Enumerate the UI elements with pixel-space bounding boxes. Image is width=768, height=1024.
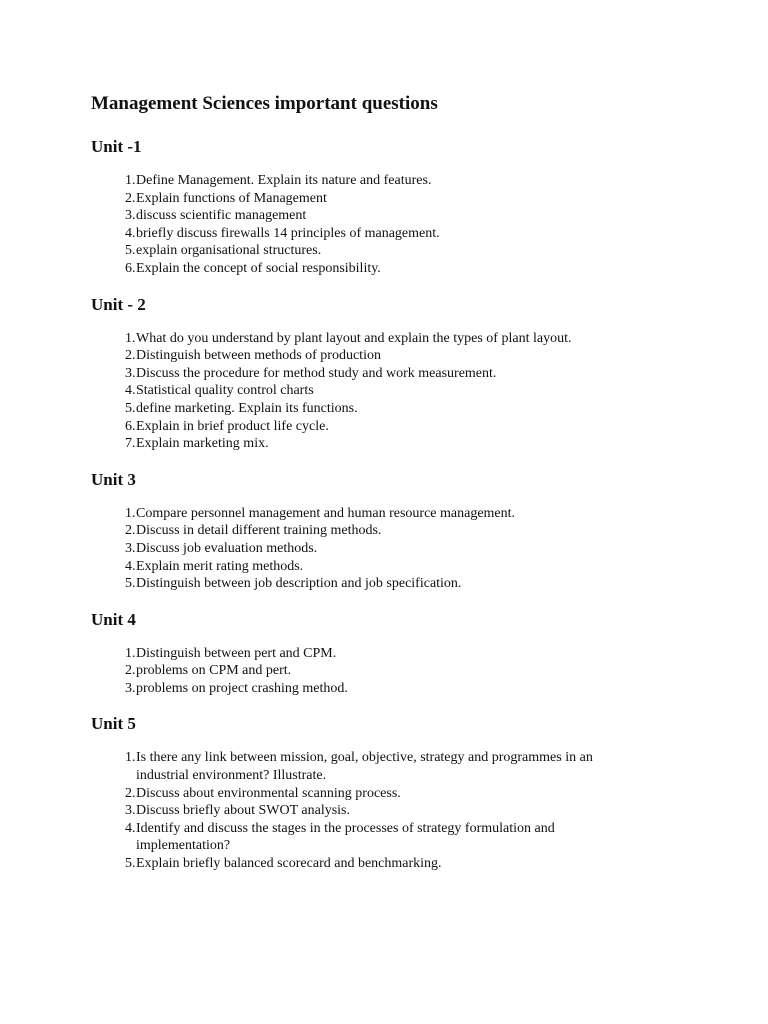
question-number-text: 5. <box>125 243 136 259</box>
question-text: Discuss about environmental scanning process. <box>136 785 401 801</box>
question-item <box>91 382 631 400</box>
question-number-text: 5. <box>125 856 136 872</box>
question-item <box>91 242 631 260</box>
question-number <box>91 662 136 680</box>
question-text: explain organisational structures. <box>136 243 322 259</box>
question-number <box>91 820 136 855</box>
question-item <box>91 260 631 278</box>
question-item <box>91 855 631 873</box>
question-number-text: 4. <box>125 558 136 574</box>
question-number <box>91 330 136 348</box>
question-item <box>91 820 631 855</box>
question-text: Distinguish between methods of production <box>136 348 381 364</box>
question-item <box>91 522 631 540</box>
question-number-text: 2. <box>125 523 136 539</box>
question-number <box>91 575 136 593</box>
question-item <box>91 172 631 190</box>
question-number <box>91 645 136 663</box>
question-list <box>91 749 768 872</box>
question-number <box>91 207 136 225</box>
question-number <box>91 382 136 400</box>
unit-title: Unit 5 <box>91 714 136 734</box>
question-text: Define Management. Explain its nature and features. <box>136 173 432 188</box>
question-list <box>91 645 768 698</box>
question-text: Explain merit rating methods. <box>136 558 304 574</box>
question-text: Explain in brief product life cycle. <box>136 418 329 434</box>
question-number-text: 3. <box>125 365 136 381</box>
document-title: Management Sciences important questions <box>91 93 438 114</box>
question-number <box>91 242 136 260</box>
question-item <box>91 749 631 784</box>
question-item <box>91 365 631 383</box>
question-text: Discuss job evaluation methods. <box>136 540 318 556</box>
question-text: problems on project crashing method. <box>136 680 348 696</box>
question-item <box>91 785 631 803</box>
question-number-text: 3. <box>125 540 136 556</box>
question-item <box>91 435 631 453</box>
question-text: Explain the concept of social responsibility. <box>136 260 381 276</box>
question-number-text: 1. <box>125 330 136 346</box>
unit-title: Unit - 2 <box>91 294 146 314</box>
unit-section <box>91 136 768 278</box>
question-number-text: 6. <box>125 418 136 434</box>
question-text: Identify and discuss the stages in the processes of strategy formulation and implementation? <box>136 820 555 854</box>
question-number-text: 3. <box>125 208 136 224</box>
question-item <box>91 575 631 593</box>
question-number <box>91 365 136 383</box>
question-number <box>91 190 136 208</box>
unit-section <box>91 469 768 593</box>
question-number-text: 4. <box>125 820 136 836</box>
question-text: Compare personnel management and human resource management. <box>136 505 516 521</box>
question-number <box>91 400 136 418</box>
question-item <box>91 225 631 243</box>
question-item <box>91 505 631 523</box>
question-number-text: 2. <box>125 663 136 679</box>
question-text: Distinguish between job description and job specification. <box>136 576 462 592</box>
question-number <box>91 540 136 558</box>
question-number-text: 1. <box>125 645 136 661</box>
unit-section <box>91 294 768 453</box>
question-number <box>91 802 136 820</box>
question-item <box>91 558 631 576</box>
question-number <box>91 505 136 523</box>
question-number <box>91 172 136 190</box>
question-number <box>91 418 136 436</box>
question-text: Is there any link between mission, goal, objective, strategy and programmes in an industrial environment? Illustrate. <box>136 750 593 784</box>
question-number <box>91 225 136 243</box>
question-number-text: 5. <box>125 576 136 592</box>
question-number <box>91 558 136 576</box>
question-text: Explain functions of Management <box>136 190 327 206</box>
question-list <box>91 172 768 278</box>
question-item <box>91 207 631 225</box>
question-item <box>91 802 631 820</box>
question-number <box>91 680 136 698</box>
question-number-text: 4. <box>125 225 136 241</box>
unit-title: Unit 3 <box>91 469 136 489</box>
question-number <box>91 260 136 278</box>
question-item <box>91 190 631 208</box>
question-item <box>91 347 631 365</box>
units-container <box>91 136 768 873</box>
question-text: What do you understand by plant layout and explain the types of plant layout. <box>136 330 572 346</box>
question-text: define marketing. Explain its functions. <box>136 400 358 416</box>
question-number <box>91 435 136 453</box>
question-text: Discuss in detail different training methods. <box>136 523 382 539</box>
unit-section <box>91 713 768 872</box>
question-text: problems on CPM and pert. <box>136 663 292 679</box>
question-item <box>91 680 631 698</box>
question-item <box>91 400 631 418</box>
question-number-text: 6. <box>125 260 136 276</box>
question-text: Explain marketing mix. <box>136 436 269 452</box>
question-list <box>91 505 768 593</box>
question-item <box>91 645 631 663</box>
question-text: Statistical quality control charts <box>136 383 314 399</box>
unit-title: Unit 4 <box>91 609 136 629</box>
question-number <box>91 749 136 784</box>
question-number-text: 4. <box>125 383 136 399</box>
question-text: Discuss briefly about SWOT analysis. <box>136 803 350 819</box>
question-number-text: 1. <box>125 173 136 188</box>
unit-title: Unit -1 <box>91 137 142 156</box>
question-number-text: 1. <box>125 750 136 766</box>
question-number <box>91 522 136 540</box>
question-number-text: 1. <box>125 505 136 521</box>
question-text: discuss scientific management <box>136 208 307 224</box>
question-item <box>91 418 631 436</box>
question-number <box>91 855 136 873</box>
question-number <box>91 347 136 365</box>
question-list <box>91 330 768 453</box>
question-number-text: 3. <box>125 803 136 819</box>
question-number-text: 2. <box>125 785 136 801</box>
question-text: Explain briefly balanced scorecard and benchmarking. <box>136 856 442 872</box>
question-number-text: 2. <box>125 348 136 364</box>
question-text: Distinguish between pert and CPM. <box>136 645 337 661</box>
question-number-text: 5. <box>125 400 136 416</box>
question-item <box>91 330 631 348</box>
question-number-text: 2. <box>125 190 136 206</box>
unit-section <box>91 609 768 698</box>
question-number-text: 7. <box>125 436 136 452</box>
question-text: briefly discuss firewalls 14 principles of management. <box>136 225 440 241</box>
question-item <box>91 540 631 558</box>
question-number <box>91 785 136 803</box>
question-item <box>91 662 631 680</box>
question-text: Discuss the procedure for method study and work measurement. <box>136 365 497 381</box>
question-number-text: 3. <box>125 680 136 696</box>
